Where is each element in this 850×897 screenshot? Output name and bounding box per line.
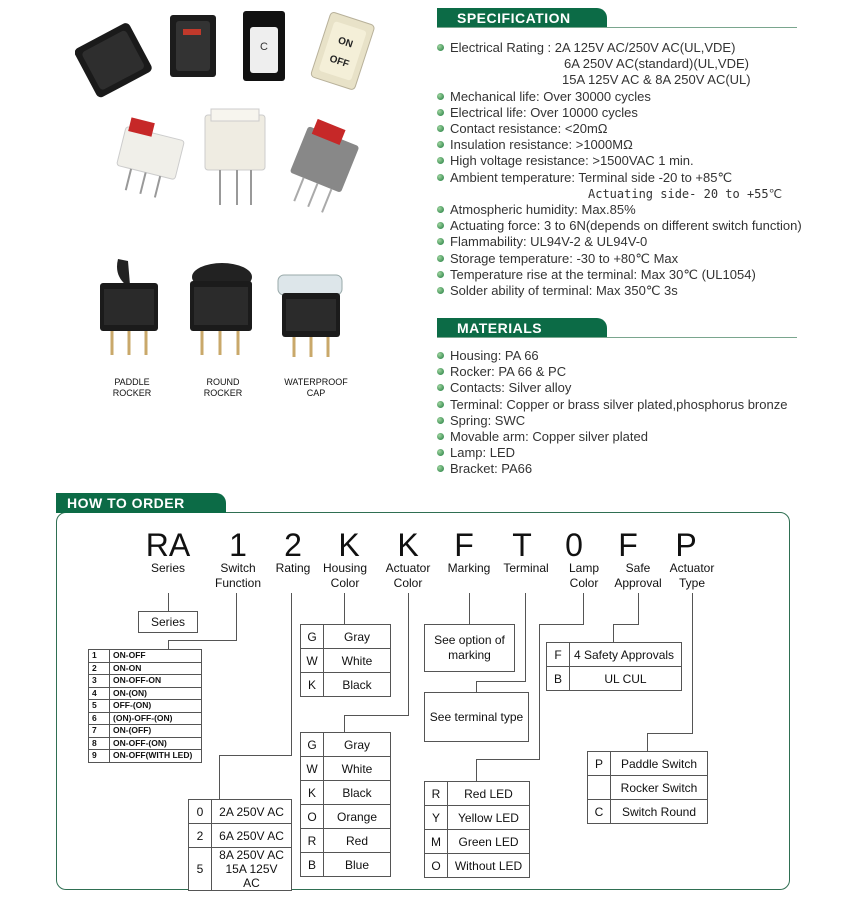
bullet-icon — [437, 287, 444, 294]
code-housing-color: K — [338, 527, 360, 563]
table-row: 3 ON-OFF-ON — [89, 675, 202, 688]
spec-ambient-cont: Actuating side- 20 to +55℃ — [588, 186, 783, 201]
label-marking: Marking — [447, 561, 491, 575]
bullet-icon — [437, 141, 444, 148]
bullet-icon — [437, 44, 444, 51]
table-row: O Without LED — [425, 854, 530, 878]
code-actuator-color: K — [397, 527, 419, 563]
label-terminal: Terminal — [503, 561, 549, 575]
spec-rating-cont1: 6A 250V AC(standard)(UL,VDE) — [564, 56, 749, 72]
table-row: K Black — [301, 781, 391, 805]
spec-item: Atmospheric humidity: Max.85% — [437, 202, 802, 218]
table-row: F 4 Safety Approvals — [547, 643, 682, 667]
actuator-type-table — [587, 751, 708, 824]
spec-item: High voltage resistance: >1500VAC 1 min. — [437, 153, 802, 169]
bullet-icon — [437, 401, 444, 408]
spec-item: Temperature rise at the terminal: Max 30℃ (UL1054) — [437, 267, 802, 283]
label-switch-function: Switch Function — [214, 561, 262, 590]
bullet-icon — [437, 417, 444, 424]
table-row: 6 (ON)-OFF-(ON) — [89, 712, 202, 725]
material-item: Spring: SWC — [437, 413, 787, 429]
table-row: 8 ON-OFF-(ON) — [89, 737, 202, 750]
material-item: Contacts: Silver alloy — [437, 380, 787, 396]
marking-box: See option of marking — [424, 624, 515, 672]
how-to-order-header: HOW TO ORDER — [56, 493, 226, 513]
lamp-color-table — [424, 781, 530, 878]
actuator-color-table — [300, 732, 391, 877]
table-row: O Orange — [301, 805, 391, 829]
table-row: 2 6A 250V AC — [189, 824, 292, 848]
table-row: W White — [301, 757, 391, 781]
table-row: G Gray — [301, 625, 391, 649]
spec-item: Mechanical life: Over 30000 cycles — [437, 89, 802, 105]
code-switch-function: 1 — [229, 527, 247, 563]
spec-item: Flammability: UL94V-2 & UL94V-0 — [437, 234, 802, 250]
switch-photos-top — [75, 5, 375, 220]
bullet-icon — [437, 238, 444, 245]
materials-header: MATERIALS — [437, 318, 607, 338]
bullet-icon — [437, 368, 444, 375]
bullet-icon — [437, 449, 444, 456]
terminal-box: See terminal type — [424, 692, 529, 742]
table-row: 9 ON-OFF(WITH LED) — [89, 750, 202, 763]
bullet-icon — [437, 109, 444, 116]
table-row: 0 2A 250V AC — [189, 800, 292, 824]
material-item: Housing: PA 66 — [437, 348, 787, 364]
paddle-rocker-label: PADDLE ROCKER — [112, 377, 152, 398]
specification-list — [437, 40, 802, 299]
code-actuator-type: P — [675, 527, 697, 563]
table-row: 5 OFF-(ON) — [89, 700, 202, 713]
round-rocker-label: ROUND ROCKER — [203, 377, 243, 398]
table-row: R Red LED — [425, 782, 530, 806]
table-row: R Red — [301, 829, 391, 853]
table-row: C Switch Round — [588, 800, 708, 824]
housing-color-table — [300, 624, 391, 697]
table-row: W White — [301, 649, 391, 673]
svg-text:OFF: OFF — [327, 53, 351, 71]
bullet-icon — [437, 93, 444, 100]
label-safe-approval: Safe Approval — [614, 561, 662, 590]
c-marking: C — [260, 41, 268, 53]
rating-table — [188, 799, 292, 891]
table-row: 2 ON-ON — [89, 662, 202, 675]
bullet-icon — [437, 271, 444, 278]
spec-item: Storage temperature: -30 to +80℃ Max — [437, 251, 802, 267]
table-row: 7 ON-(OFF) — [89, 725, 202, 738]
bullet-icon — [437, 206, 444, 213]
code-lamp-color: 0 — [565, 527, 583, 563]
spec-rating-cont2: 15A 125V AC & 8A 250V AC(UL) — [562, 72, 751, 88]
label-actuator-type: Actuator Type — [669, 561, 715, 590]
table-row: 5 8A 250V AC 15A 125V AC — [189, 848, 292, 891]
table-row: M Green LED — [425, 830, 530, 854]
label-lamp-color: Lamp Color — [568, 561, 600, 590]
code-rating: 2 — [284, 527, 302, 563]
material-item: Rocker: PA 66 & PC — [437, 364, 787, 380]
specification-rule — [437, 27, 797, 28]
bullet-icon — [437, 384, 444, 391]
bullet-icon — [437, 125, 444, 132]
waterproof-cap-label: WATERPROOF CAP — [284, 377, 348, 398]
bullet-icon — [437, 433, 444, 440]
material-item: Terminal: Copper or brass silver plated,phosphorus bronze — [437, 397, 787, 413]
table-row: Y Yellow LED — [425, 806, 530, 830]
table-row: B Blue — [301, 853, 391, 877]
series-box: Series — [138, 611, 198, 633]
material-item: Movable arm: Copper silver plated — [437, 429, 787, 445]
material-item: Bracket: PA66 — [437, 461, 787, 477]
code-terminal: T — [512, 527, 532, 563]
code-series: RA — [145, 527, 191, 563]
spec-item: Insulation resistance: >1000MΩ — [437, 137, 802, 153]
bullet-icon — [437, 352, 444, 359]
table-row: Rocker Switch — [588, 776, 708, 800]
switch-photos-bottom — [90, 255, 360, 365]
table-row: B UL CUL — [547, 667, 682, 691]
bullet-icon — [437, 465, 444, 472]
label-series: Series — [150, 561, 185, 575]
spec-item: Contact resistance: <20mΩ — [437, 121, 802, 137]
safe-approval-table — [546, 642, 682, 691]
switch-function-table — [88, 649, 202, 763]
code-marking: F — [454, 527, 474, 563]
code-safe-approval: F — [618, 527, 638, 563]
bullet-icon — [437, 174, 444, 181]
label-housing-color: Housing Color — [322, 561, 368, 590]
table-row: 4 ON-(ON) — [89, 687, 202, 700]
bullet-icon — [437, 222, 444, 229]
spec-item: Ambient temperature: Terminal side -20 to +85℃ Actuating side- 20 to +55℃ — [437, 170, 802, 202]
specification-header: SPECIFICATION — [437, 8, 607, 28]
label-rating: Rating — [275, 561, 311, 575]
table-row: P Paddle Switch — [588, 752, 708, 776]
spec-item: Solder ability of terminal: Max 350℃ 3s — [437, 283, 802, 299]
spec-item: Electrical life: Over 10000 cycles — [437, 105, 802, 121]
spec-item: Actuating force: 3 to 6N(depends on different switch function) — [437, 218, 802, 234]
materials-rule — [437, 337, 797, 338]
materials-list — [437, 348, 787, 478]
table-row: G Gray — [301, 733, 391, 757]
bullet-icon — [437, 157, 444, 164]
table-row: 1 ON-OFF — [89, 650, 202, 663]
material-item: Lamp: LED — [437, 445, 787, 461]
table-row: K Black — [301, 673, 391, 697]
svg-text:ON: ON — [336, 35, 355, 51]
label-actuator-color: Actuator Color — [385, 561, 431, 590]
bullet-icon — [437, 255, 444, 262]
spec-item: Electrical Rating : 2A 125V AC/250V AC(UL,VDE) 6A 250V AC(standard)(UL,VDE) 15A 125V AC & 8A 250V AC(UL) — [437, 40, 802, 89]
